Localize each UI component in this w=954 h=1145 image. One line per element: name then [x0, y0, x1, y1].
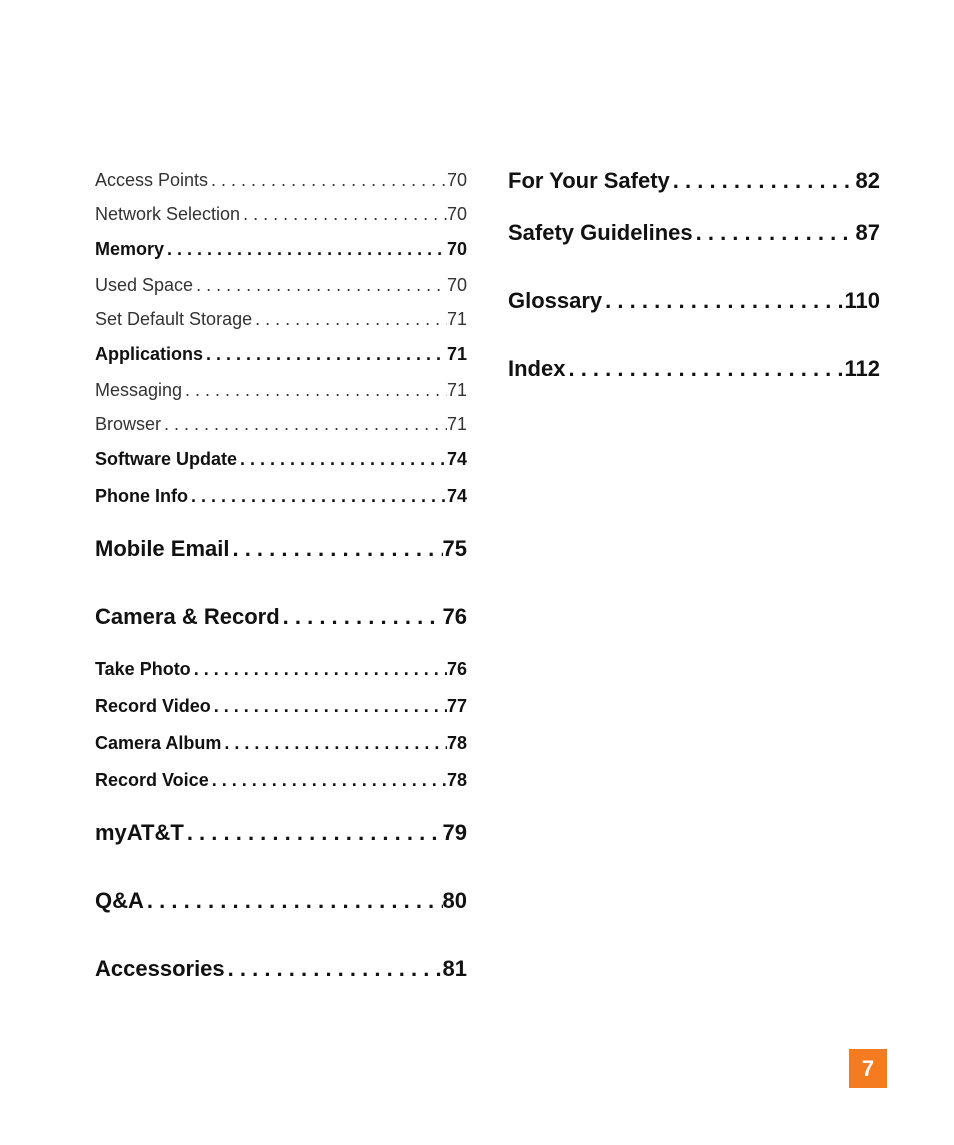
toc-entry-label: Network Selection [95, 204, 241, 224]
toc-entry-browser[interactable] [95, 407, 467, 441]
toc-entry-access-points[interactable] [95, 163, 467, 197]
toc-entry-applications[interactable] [95, 336, 467, 373]
toc-section-label: myAT&T [95, 820, 184, 845]
page-number-badge: 7 [849, 1049, 887, 1088]
toc-entry-record-voice[interactable] [95, 762, 467, 799]
toc-entry-page: 74 [446, 449, 467, 469]
toc-entry-label: Applications [95, 344, 204, 364]
toc-section-label: For Your Safety [508, 168, 670, 193]
toc-section-page: 87 [855, 220, 880, 245]
toc-entry-label: Set Default Storage [95, 309, 253, 329]
toc-entry-page: 71 [446, 414, 467, 434]
toc-left-column [95, 163, 467, 1003]
toc-section-label: Safety Guidelines [508, 220, 693, 245]
toc-entry-page: 74 [446, 486, 467, 506]
toc-entry-label: Camera Album [95, 733, 222, 753]
toc-entry-set-default-storage[interactable] [95, 302, 467, 336]
toc-entry-label: Messaging [95, 380, 183, 400]
toc-entry-page: 77 [446, 696, 467, 716]
toc-section-label: Glossary [508, 288, 603, 313]
toc-entry-page: 71 [446, 344, 467, 364]
toc-entry-label: Browser [95, 414, 162, 434]
toc-entry-label: Access Points [95, 170, 209, 190]
toc-entry-record-video[interactable] [95, 688, 467, 725]
toc-entry-page: 70 [446, 275, 467, 295]
toc-section-label: Mobile Email [95, 536, 230, 561]
toc-entry-label: Record Video [95, 696, 211, 716]
toc-section-label: Camera & Record [95, 604, 280, 629]
toc-entry-software-update[interactable] [95, 441, 467, 478]
toc-section-safety-guidelines[interactable] [508, 199, 880, 267]
toc-entry-label: Phone Info [95, 486, 188, 506]
toc-section-page: 79 [442, 820, 467, 845]
toc-section-page: 82 [855, 168, 880, 193]
toc-entry-label: Used Space [95, 275, 194, 295]
toc-entry-label: Memory [95, 239, 165, 259]
toc-section-page: 75 [442, 536, 467, 561]
toc-section-label: Index [508, 356, 566, 381]
toc-section-accessories[interactable] [95, 935, 467, 1003]
toc-entry-camera-album[interactable] [95, 725, 467, 762]
toc-section-mobile-email[interactable] [95, 515, 467, 583]
toc-entry-memory[interactable] [95, 231, 467, 268]
toc-entry-label: Take Photo [95, 659, 191, 679]
toc-entry-page: 70 [446, 204, 467, 224]
toc-entry-take-photo[interactable] [95, 651, 467, 688]
toc-section-myatt[interactable] [95, 799, 467, 867]
toc-section-page: 81 [442, 956, 467, 981]
toc-section-label: Accessories [95, 956, 225, 981]
toc-section-label: Q&A [95, 888, 144, 913]
toc-section-page: 112 [844, 356, 880, 381]
toc-section-qa[interactable] [95, 867, 467, 935]
toc-section-for-your-safety[interactable] [508, 163, 880, 199]
toc-entry-label: Record Voice [95, 770, 209, 790]
toc-section-page: 80 [442, 888, 467, 913]
toc-section-glossary[interactable] [508, 267, 880, 335]
toc-section-camera-record[interactable] [95, 583, 467, 651]
toc-entry-page: 78 [446, 733, 467, 753]
toc-entry-phone-info[interactable] [95, 478, 467, 515]
toc-entry-page: 70 [446, 239, 467, 259]
toc-entry-label: Software Update [95, 449, 238, 469]
toc-entry-page: 70 [446, 170, 467, 190]
toc-entry-network-selection[interactable] [95, 197, 467, 231]
toc-entry-page: 71 [446, 380, 467, 400]
toc-entry-used-space[interactable] [95, 268, 467, 302]
toc-entry-page: 78 [446, 770, 467, 790]
toc-section-page: 76 [442, 604, 467, 629]
toc-section-index[interactable] [508, 335, 880, 403]
toc-entry-page: 76 [446, 659, 467, 679]
toc-entry-messaging[interactable] [95, 373, 467, 407]
toc-right-column [508, 163, 880, 403]
toc-entry-page: 71 [446, 309, 467, 329]
toc-section-page: 110 [844, 288, 880, 313]
